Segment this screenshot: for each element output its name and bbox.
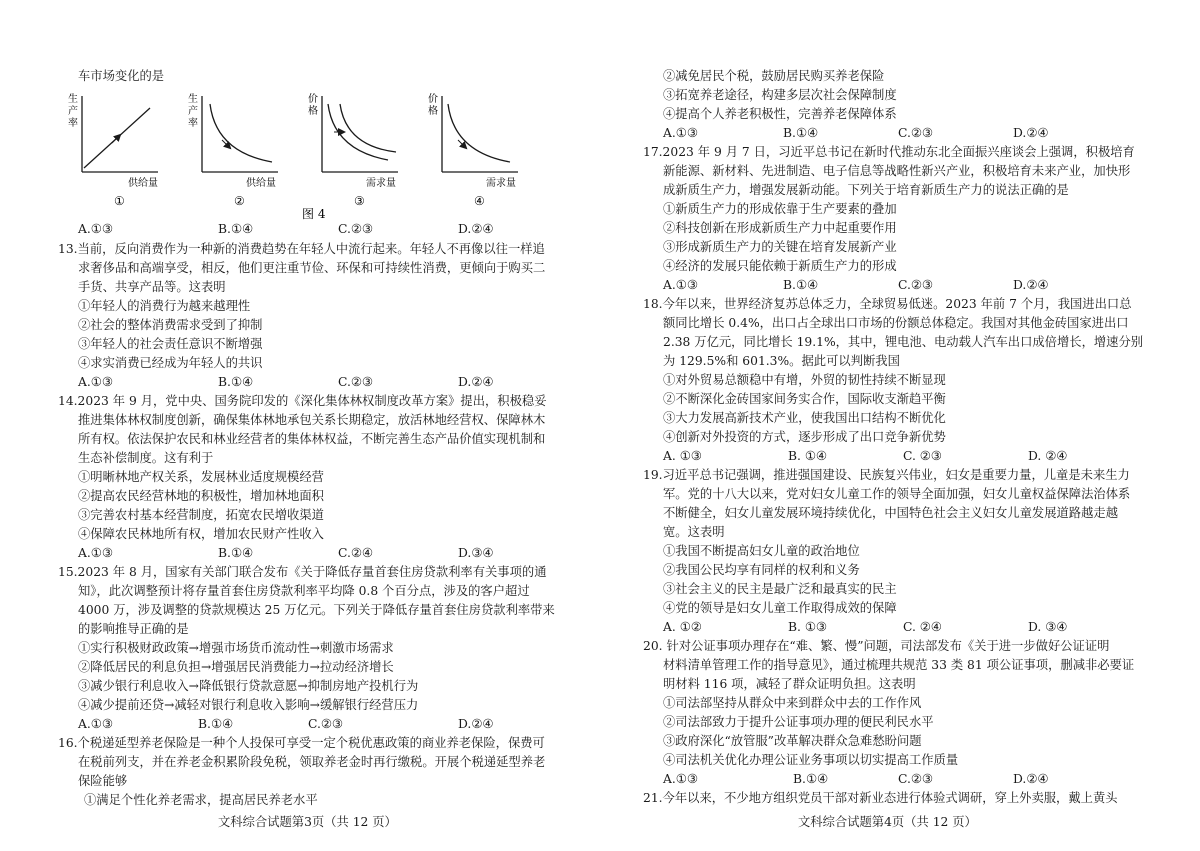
question-15-item-1: ①实行积极财政政策→增强市场货币流动性→刺激市场需求 bbox=[78, 641, 394, 655]
option-a[interactable]: A.①③ bbox=[78, 222, 113, 236]
option-c[interactable]: C.②③ bbox=[898, 772, 933, 786]
option-a[interactable]: A.①③ bbox=[78, 717, 113, 731]
graph-4-y-label-1: 价 bbox=[428, 94, 438, 105]
question-17-item-4: ④经济的发展只能依赖于新质生产力的形成 bbox=[663, 259, 897, 273]
graph-4-curve bbox=[448, 104, 510, 162]
option-b[interactable]: B. ①④ bbox=[788, 449, 827, 463]
option-b[interactable]: B. ①③ bbox=[788, 620, 827, 634]
option-c[interactable]: C.②③ bbox=[898, 126, 933, 140]
question-18-item-4: ④创新对外投资的方式，逐步形成了出口竞争新优势 bbox=[663, 430, 946, 444]
question-20-item-4: ④司法机关优化办理公证业务事项以切实提高工作质量 bbox=[663, 753, 959, 767]
graph-2-y-label-1: 生 bbox=[188, 94, 198, 105]
question-20-stem-2: 材料清单管理工作的指导意见》，通过梳理共规范 33 类 81 项公证事项，删减非必要证 bbox=[663, 658, 1135, 672]
left-page bbox=[58, 0, 598, 851]
option-a[interactable]: A.①③ bbox=[663, 126, 698, 140]
question-17-item-1: ①新质生产力的形成依靠于生产要素的叠加 bbox=[663, 202, 897, 216]
question-20-stem-3: 明材料 116 项，减轻了群众证明负担。这表明 bbox=[663, 677, 916, 691]
option-b[interactable]: B.①④ bbox=[218, 222, 253, 236]
option-d[interactable]: D. ③④ bbox=[1028, 620, 1068, 634]
question-14-item-1: ①明晰林地产权关系，发展林业适度规模经营 bbox=[78, 470, 324, 484]
question-19-item-1: ①我国不断提高妇女儿童的政治地位 bbox=[663, 544, 860, 558]
figure-caption: 图 4 bbox=[302, 207, 326, 221]
graph-1-number: ① bbox=[114, 194, 125, 208]
graph-1-x-label: 供给量 bbox=[128, 178, 158, 189]
question-14-stem-2: 推进集体林权制度创新，确保集体林地承包关系长期稳定，放活林地经营权、保障林木 bbox=[78, 413, 546, 427]
graph-2-y-label-3: 率 bbox=[188, 118, 198, 129]
option-d[interactable]: D.③④ bbox=[458, 546, 494, 560]
graph-3 bbox=[308, 92, 398, 208]
graph-4-y-label-2: 格 bbox=[428, 106, 438, 117]
question-15-item-4: ④减少提前还贷→减轻对银行利息收入影响→缓解银行经营压力 bbox=[78, 698, 419, 712]
question-13-item-3: ③年轻人的社会责任意识不断增强 bbox=[78, 337, 263, 351]
option-c[interactable]: C.②③ bbox=[338, 375, 373, 389]
question-12-intro: 车市场变化的是 bbox=[78, 69, 165, 83]
graph-3-y-label-2: 格 bbox=[308, 106, 318, 117]
question-17-stem-1: 17.2023 年 9 月 7 日，习近平总书记在新时代推动东北全面振兴座谈会上强调，积极培育 bbox=[643, 145, 1135, 159]
option-d[interactable]: D.②④ bbox=[1013, 278, 1049, 292]
option-d[interactable]: D.②④ bbox=[458, 222, 494, 236]
graph-3-x-label: 需求量 bbox=[366, 178, 396, 189]
graph-3-number: ③ bbox=[354, 194, 365, 208]
question-19-stem-3: 不断健全，妇女儿童发展环境持续优化，中国特色社会主义妇女儿童发展道路越走越 bbox=[663, 506, 1118, 520]
graph-4-x-label: 需求量 bbox=[486, 178, 516, 189]
option-a[interactable]: A. ①③ bbox=[663, 449, 702, 463]
question-14-item-3: ③完善农村基本经营制度，拓宽农民增收渠道 bbox=[78, 508, 324, 522]
option-a[interactable]: A.①③ bbox=[663, 278, 698, 292]
question-14-stem-1: 14.2023 年 9 月，党中央、国务院印发的《深化集体林权制度改革方案》提出，积极稳妥 bbox=[58, 394, 547, 408]
question-15-item-3: ③减少银行利息收入→降低银行贷款意愿→抑制房地产投机行为 bbox=[78, 679, 419, 693]
question-20-item-2: ②司法部致力于提升公证事项办理的便民利民水平 bbox=[663, 715, 934, 729]
option-c[interactable]: C.②③ bbox=[308, 717, 343, 731]
question-14-stem-4: 生态补偿制度。这有利于 bbox=[78, 451, 214, 465]
option-c[interactable]: C. ②④ bbox=[903, 620, 942, 634]
page-footer: 文科综合试题第3页（共 12 页） bbox=[218, 815, 397, 829]
option-d[interactable]: D.②④ bbox=[1013, 126, 1049, 140]
question-15-stem-4: 的影响推导正确的是 bbox=[78, 622, 189, 636]
question-19-item-3: ③社会主义的民主是最广泛和最真实的民主 bbox=[663, 582, 897, 596]
option-a[interactable]: A.①③ bbox=[78, 375, 113, 389]
question-17-stem-3: 成新质生产力，增强发展新动能。下列关于培育新质生产力的说法正确的是 bbox=[663, 183, 1069, 197]
question-14-item-4: ④保障农民林地所有权，增加农民财产性收入 bbox=[78, 527, 324, 541]
question-13-item-4: ④求实消费已经成为年轻人的共识 bbox=[78, 356, 263, 370]
question-18-stem-1: 18.今年以来，世界经济复苏总体乏力，全球贸易低迷。2023 年前 7 个月，我国进出口总 bbox=[643, 297, 1132, 311]
question-16-item-4: ④提高个人养老积极性，完善养老保障体系 bbox=[663, 107, 897, 121]
question-16-item-1: ①满足个性化养老需求，提高居民养老水平 bbox=[84, 793, 318, 807]
right-page bbox=[643, 0, 1143, 851]
option-d[interactable]: D.②④ bbox=[1013, 772, 1049, 786]
option-d[interactable]: D. ②④ bbox=[1028, 449, 1068, 463]
graph-2-curve bbox=[210, 104, 272, 162]
question-15-stem-1: 15.2023 年 8 月，国家有关部门联合发布《关于降低存量首套住房贷款利率有关事项的通 bbox=[58, 565, 547, 579]
question-17-item-2: ②科技创新在形成新质生产力中起重要作用 bbox=[663, 221, 897, 235]
graph-2 bbox=[188, 92, 278, 208]
question-19-item-4: ④党的领导是妇女儿童工作取得成效的保障 bbox=[663, 601, 897, 615]
graph-1 bbox=[68, 92, 158, 208]
question-17-item-3: ③形成新质生产力的关键在培育发展新产业 bbox=[663, 240, 897, 254]
question-19-item-2: ②我国公民均享有同样的权利和义务 bbox=[663, 563, 860, 577]
question-21-stem-1: 21.今年以来，不少地方组织党员干部对新业态进行体验式调研，穿上外卖服，戴上黄头 bbox=[643, 791, 1118, 805]
question-15-stem-2: 知》，此次调整预计将存量首套住房贷款利率平均降 0.8 个百分点，涉及的客户超过 bbox=[78, 584, 530, 598]
question-13-item-1: ①年轻人的消费行为越来越理性 bbox=[78, 299, 251, 313]
graph-2-y-label-2: 产 bbox=[188, 106, 198, 117]
question-18-item-2: ②不断深化金砖国家间务实合作，国际收支渐趋平衡 bbox=[663, 392, 946, 406]
option-b[interactable]: B.①④ bbox=[218, 546, 253, 560]
option-c[interactable]: C.②④ bbox=[338, 546, 373, 560]
question-19-stem-4: 宽。这表明 bbox=[663, 525, 725, 539]
option-c[interactable]: C.②③ bbox=[338, 222, 373, 236]
option-c[interactable]: C.②③ bbox=[898, 278, 933, 292]
question-20-item-1: ①司法部坚持从群众中来到群众中去的工作作风 bbox=[663, 696, 922, 710]
question-13-stem-2: 求奢侈品和高端享受，相反，他们更注重节俭、环保和可持续性消费，更倾向于购买二 bbox=[78, 261, 546, 275]
graph-4 bbox=[428, 92, 518, 208]
question-13-stem-3: 手货、共享产品等。这表明 bbox=[78, 280, 226, 294]
question-18-item-3: ③大力发展高新技术产业，使我国出口结构不断优化 bbox=[663, 411, 946, 425]
question-15-item-2: ②降低居民的利息负担→增强居民消费能力→拉动经济增长 bbox=[78, 660, 394, 674]
option-a[interactable]: A. ①② bbox=[663, 620, 702, 634]
question-19-stem-2: 军。党的十八大以来，党对妇女儿童工作的领导全面加强，妇女儿童权益保障法治体系 bbox=[663, 487, 1131, 501]
question-18-stem-3: 2.38 万亿元，同比增长 19.1%，其中，锂电池、电动载人汽车出口成倍增长，增速分别 bbox=[663, 335, 1144, 349]
option-b[interactable]: B.①④ bbox=[783, 126, 818, 140]
question-18-item-1: ①对外贸易总额稳中有增，外贸的韧性持续不断显现 bbox=[663, 373, 946, 387]
question-13-item-2: ②社会的整体消费需求受到了抑制 bbox=[78, 318, 263, 332]
graph-1-y-label-2: 产 bbox=[68, 106, 78, 117]
question-16-item-2: ②减免居民个税，鼓励居民购买养老保险 bbox=[663, 69, 885, 83]
question-20-item-3: ③政府深化“放管服”改革解决群众急难愁盼问题 bbox=[663, 734, 922, 748]
option-b[interactable]: B.①④ bbox=[218, 375, 253, 389]
graph-2-number: ② bbox=[234, 194, 245, 208]
graph-1-y-label-3: 率 bbox=[68, 118, 78, 129]
question-17-stem-2: 新能源、新材料、先进制造、电子信息等战略性新兴产业，积极培育未来产业，加快形 bbox=[663, 164, 1131, 178]
question-13-stem-1: 13.当前，反向消费作为一种新的消费趋势在年轻人中流行起来。年轻人不再像以往一样追 bbox=[58, 242, 545, 256]
graph-4-number: ④ bbox=[474, 194, 485, 208]
graph-3-y-label-1: 价 bbox=[308, 94, 318, 105]
graph-2-x-label: 供给量 bbox=[246, 178, 276, 189]
question-14-stem-3: 所有权。依法保护农民和林业经营者的集体林权益，不断完善生态产品价值实现机制和 bbox=[78, 432, 546, 446]
option-d[interactable]: D.②④ bbox=[458, 375, 494, 389]
option-a[interactable]: A.①③ bbox=[78, 546, 113, 560]
question-19-stem-1: 19.习近平总书记强调，推进强国建设、民族复兴伟业，妇女是重要力量，儿童是未来生力 bbox=[643, 468, 1130, 482]
option-b[interactable]: B.①④ bbox=[793, 772, 828, 786]
question-18-stem-2: 额同比增长 0.4%，出口占全球出口市场的份额总体稳定。我国对其他金砖国家进出口 bbox=[663, 316, 1129, 330]
option-b[interactable]: B.①④ bbox=[783, 278, 818, 292]
question-16-stem-2: 在税前列支，并在养老金积累阶段免税，领取养老金时再行缴税。开展个税递延型养老 bbox=[78, 755, 546, 769]
figure-4 bbox=[58, 90, 578, 230]
page-footer: 文科综合试题第4页（共 12 页） bbox=[798, 815, 977, 829]
option-d[interactable]: D.②④ bbox=[458, 717, 494, 731]
graph-1-y-label-1: 生 bbox=[68, 94, 78, 105]
option-a[interactable]: A.①③ bbox=[663, 772, 698, 786]
question-14-item-2: ②提高农民经营林地的积极性，增加林地面积 bbox=[78, 489, 324, 503]
question-15-stem-3: 4000 万，涉及调整的贷款规模达 25 万亿元。下列关于降低存量首套住房贷款利率带来 bbox=[78, 603, 555, 617]
option-b[interactable]: B.①④ bbox=[198, 717, 233, 731]
question-16-stem-3: 保险能够 bbox=[78, 774, 128, 788]
option-c[interactable]: C. ②③ bbox=[903, 449, 942, 463]
question-16-item-3: ③拓宽养老途径，构建多层次社会保障制度 bbox=[663, 88, 897, 102]
question-18-stem-4: 为 129.5%和 601.3%。据此可以判断我国 bbox=[663, 354, 900, 368]
question-16-stem-1: 16.个税递延型养老保险是一种个人投保可享受一定个税优惠政策的商业养老保险，保费可 bbox=[58, 736, 545, 750]
graph-3-curve-2 bbox=[340, 104, 396, 152]
question-20-stem-1: 20. 针对公证事项办理存在“难、繁、慢”问题，司法部发布《关于进一步做好公证证明 bbox=[643, 639, 1110, 653]
